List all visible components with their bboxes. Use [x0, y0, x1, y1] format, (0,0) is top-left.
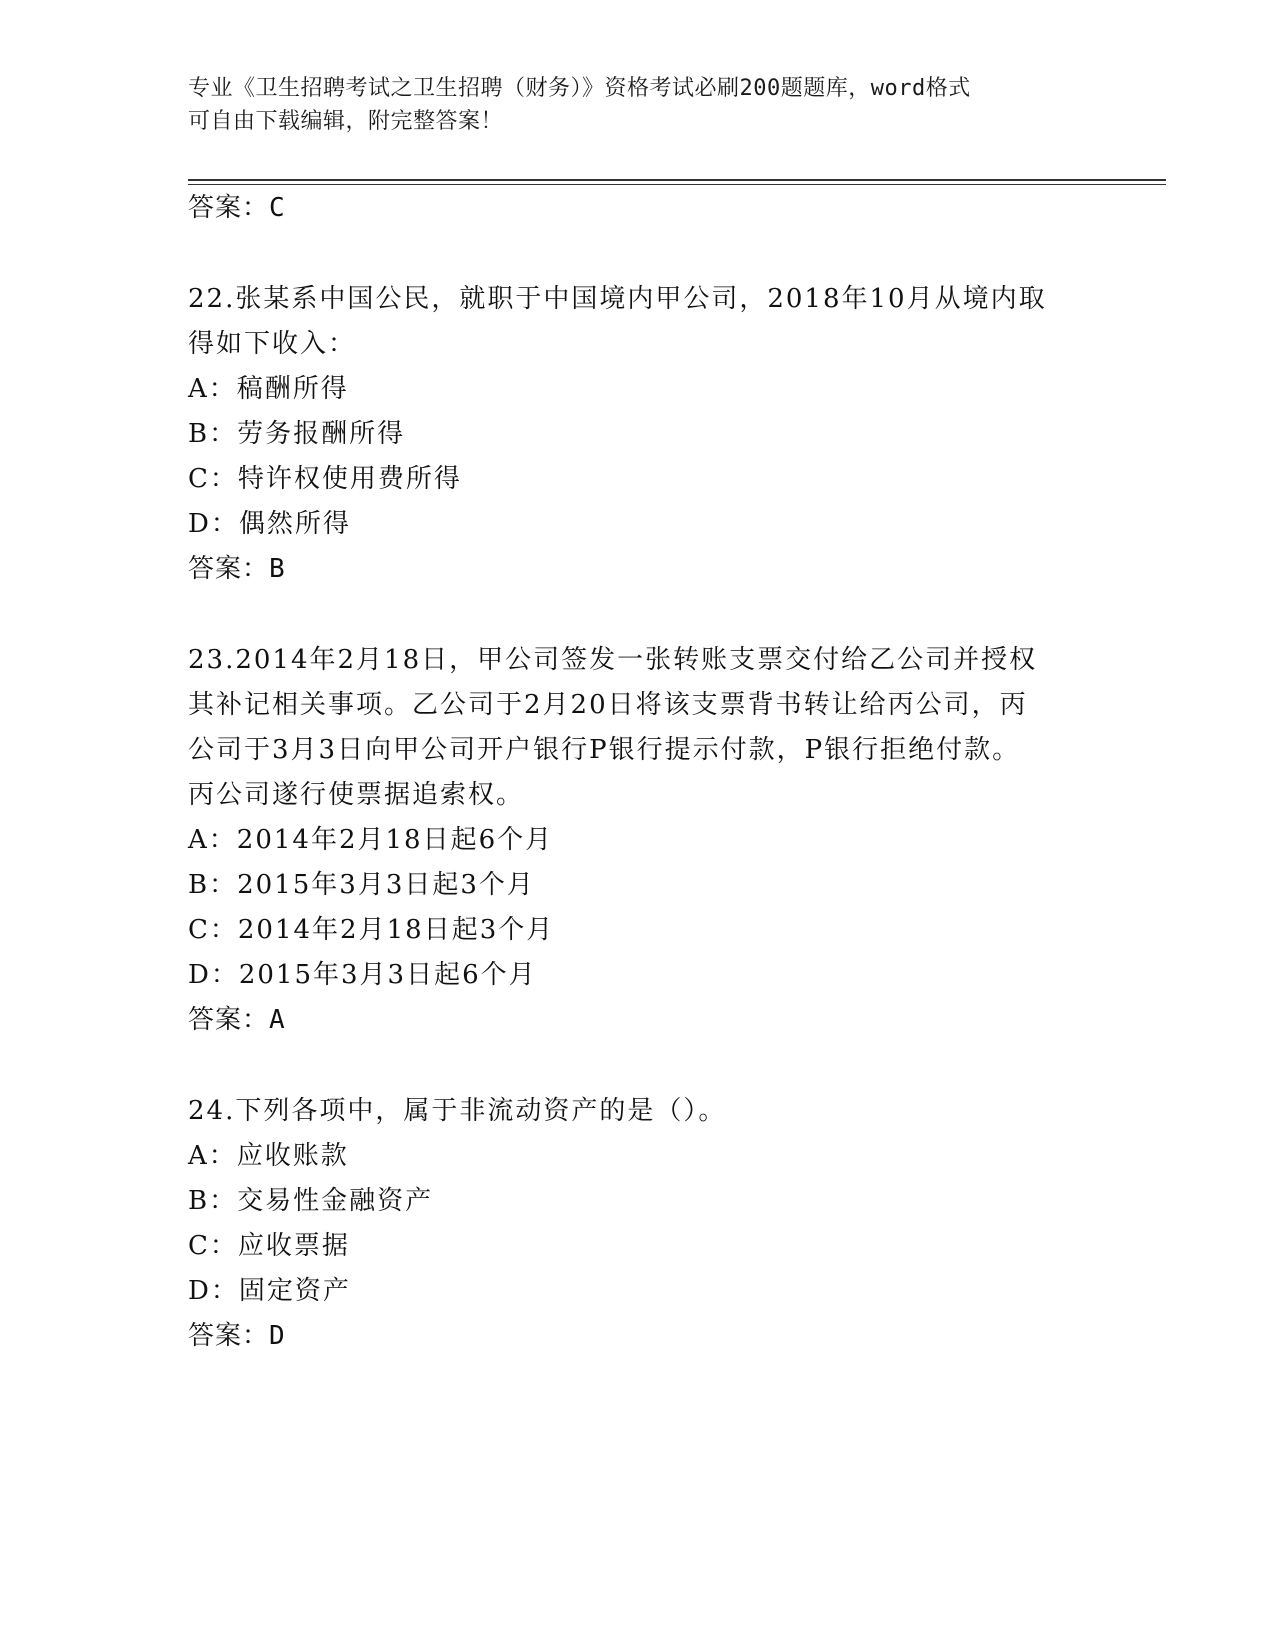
option-a: A：应收账款 — [188, 1141, 349, 1171]
answer-line: 答案：D — [188, 1321, 286, 1351]
question-stem-line: 22.张某系中国公民，就职于中国境内甲公司，2018年10月从境内取 — [188, 284, 1047, 314]
option-c: C：应收票据 — [188, 1231, 350, 1261]
option-c: C：特许权使用费所得 — [188, 464, 462, 494]
header-title-line-2: 可自由下载编辑，附完整答案！ — [188, 109, 504, 134]
question-stem-line: 丙公司遂行使票据追索权。 — [188, 780, 525, 810]
question-block-24 — [188, 1089, 1088, 1134]
option-d: D：偶然所得 — [188, 509, 351, 539]
section-gap — [188, 592, 1088, 638]
document-header — [188, 72, 1068, 138]
section-gap — [188, 1043, 1088, 1089]
previous-question-answer: 答案：C — [188, 193, 286, 223]
option-a: A：2014年2月18日起6个月 — [188, 825, 554, 855]
option-b: B：交易性金融资产 — [188, 1186, 434, 1216]
question-stem-line: 公司于3月3日向甲公司开户银行P银行提示付款，P银行拒绝付款。 — [188, 735, 1021, 765]
header-title-line-1: 专业《卫生招聘考试之卫生招聘（财务）》资格考试必刷200题题库，word格式 — [188, 76, 971, 101]
option-b: B：劳务报酬所得 — [188, 419, 406, 449]
option-d: D：固定资产 — [188, 1276, 351, 1306]
question-stem-line: 23.2014年2月18日，甲公司签发一张转账支票交付给乙公司并授权 — [188, 645, 1038, 675]
answer-line: 答案：A — [188, 1005, 286, 1035]
question-stem-line: 其补记相关事项。乙公司于2月20日将该支票背书转让给丙公司，丙 — [188, 690, 1028, 720]
option-a: A：稿酬所得 — [188, 374, 349, 404]
question-stem-line: 得如下收入： — [188, 329, 357, 359]
question-stem-line: 24.下列各项中，属于非流动资产的是（）。 — [188, 1096, 727, 1126]
question-block-22 — [188, 277, 1088, 367]
section-gap — [188, 231, 1088, 277]
answer-line: 答案：B — [188, 554, 286, 584]
option-d: D：2015年3月3日起6个月 — [188, 960, 537, 990]
option-b: B：2015年3月3日起3个月 — [188, 870, 535, 900]
question-list — [188, 186, 1088, 1359]
question-block-23 — [188, 638, 1088, 818]
header-divider-thin — [188, 184, 1166, 185]
header-divider-thick — [188, 179, 1166, 181]
option-c: C：2014年2月18日起3个月 — [188, 915, 555, 945]
